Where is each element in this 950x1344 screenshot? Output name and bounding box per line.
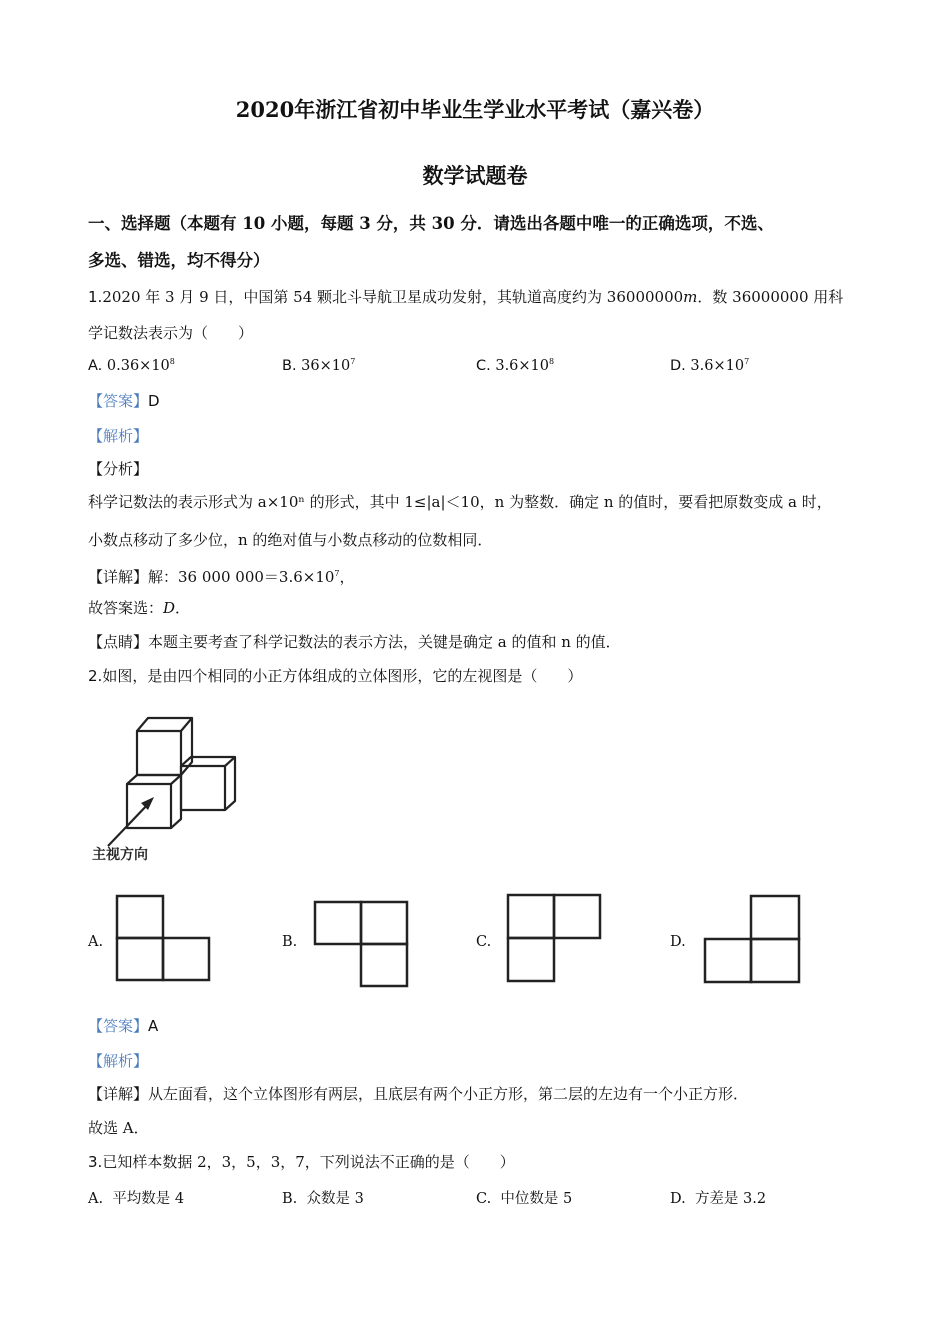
q1-stem-line2: 学记数法表示为（ ） [88,324,254,342]
q3-number: 3. [88,1153,103,1171]
q1-detail [88,564,355,587]
cube-figure [88,706,248,866]
q3-stem [88,1152,515,1172]
q2-text: 如图，是由四个相同的小正方体组成的立体图形，它的左视图是（ ） [102,667,583,685]
q1-option-a-base: 0.36×10 [106,357,170,374]
q3-option-a-text: 平均数是 4 [112,1191,185,1207]
q3-text: 已知样本数据 2，3，5，3，7，下列说法不正确的是（ ） [102,1153,515,1171]
figure-caption: 主视方向 [92,847,148,863]
q1-option-c-label: C. [476,357,491,374]
q1-answer-tag: 【答案】 [88,392,149,410]
q1-detail-exp: 7 [334,569,340,578]
q3-option-c-text: 中位数是 5 [500,1191,573,1207]
q3-option-c-label: C. [476,1191,492,1207]
q1-option-d[interactable] [670,357,749,374]
q2-jiexi-tag: 【解析】 [88,1052,149,1070]
q1-option-b-base: 36×10 [301,357,351,374]
q1-text-a: 2020 年 3 月 9 日，中国第 54 颗北斗导航卫星成功发射，其轨道高度约为 36000000 [102,288,684,306]
q1-fenxi-tag: 【分析】 [88,460,149,478]
q3-option-d-text: 方差是 3.2 [694,1191,767,1207]
q1-conclusion [88,598,190,618]
q3-option-a[interactable] [88,1187,184,1208]
q1-jiexi-tag: 【解析】 [88,427,149,445]
q2-option-d-label[interactable]: D. [670,934,686,950]
document-subtitle: 数学试题卷 [422,163,528,188]
q1-dianjing: 【点睛】本题主要考查了科学记数法的表示方法，关键是确定 a 的值和 n 的值． [88,633,621,651]
q2-number: 2. [88,667,103,685]
section-header-line2: 多选、错选，均不得分） [88,251,270,270]
q1-analysis-line1: 科学记数法的表示形式为 a×10ⁿ 的形式，其中 1≤|a|＜10，n 为整数．确定 n 的值时，要看把原数变成 a 时， [88,493,832,511]
q1-option-b[interactable] [282,357,355,374]
q1-conclusion-a: 故答案选： [88,599,164,617]
q2-option-b-label[interactable]: B. [282,934,298,950]
q2-conclusion: 故选 A． [88,1119,149,1137]
q1-option-c[interactable] [476,357,554,374]
q2-answer-tag: 【答案】 [88,1017,149,1035]
q3-option-d-label: D. [670,1191,686,1207]
q1-detail-end: ， [339,568,355,586]
q3-option-b[interactable] [282,1187,364,1208]
q2-answer [88,1016,158,1036]
q1-option-a-exp: 8 [169,357,175,366]
view-direction-arrow [108,802,150,846]
q3-option-c[interactable] [476,1187,572,1208]
q2-option-c-label[interactable]: C. [476,934,492,950]
q1-text-b: ．数 36000000 用科 [697,288,844,306]
q1-conclusion-b: D [163,599,176,617]
q1-analysis-line2: 小数点移动了多少位，n 的绝对值与小数点移动的位数相同． [88,531,493,549]
q1-option-c-base: 3.6×10 [495,357,550,374]
q1-option-c-exp: 8 [549,357,555,366]
q2-detail: 【详解】从左面看，这个立体图形有两层，且底层有两个小正方形，第二层的左边有一个小正方形． [88,1085,749,1103]
q1-option-d-base: 3.6×10 [690,357,745,374]
q2-answer-value: A [148,1017,159,1035]
q1-number: 1. [88,288,103,306]
q1-detail-text: 解：36 000 000＝3.6×10 [148,568,335,586]
q2-option-c-figure[interactable] [505,892,605,986]
top-cube-top [137,718,192,731]
q2-option-a-label[interactable]: A. [88,934,104,950]
q2-option-d-figure[interactable] [702,893,804,985]
q3-option-a-label: A. [88,1191,104,1207]
document-title: 2020年浙江省初中毕业生学业水平考试（嘉兴卷） [235,97,715,122]
section-header-line1: 一、选择题（本题有 10 小题，每题 3 分，共 30 分．请选出各题中唯一的正确选项，不选、 [88,214,774,233]
q1-option-a-label: A. [88,357,103,374]
top-cube-front [137,731,181,775]
right-cube-front [181,766,225,810]
q1-option-b-label: B. [282,357,297,374]
q2-stem [88,666,582,686]
q1-detail-tag: 【详解】 [88,568,149,586]
q1-option-a[interactable] [88,357,175,374]
front-cube-top [127,775,181,784]
q1-answer [88,391,160,411]
q2-option-a-figure[interactable] [114,893,214,983]
q1-option-d-exp: 7 [744,357,750,366]
q3-option-b-text: 众数是 3 [306,1191,364,1207]
q2-option-b-figure[interactable] [312,899,412,991]
q1-option-b-exp: 7 [350,357,356,366]
q1-answer-value: D [148,392,160,410]
q1-conclusion-c: ． [175,599,191,617]
q1-option-d-label: D. [670,357,686,374]
q1-unit: m [683,288,698,306]
q3-option-b-label: B. [282,1191,298,1207]
q3-option-d[interactable] [670,1187,766,1208]
q1-stem-line1 [88,287,843,307]
